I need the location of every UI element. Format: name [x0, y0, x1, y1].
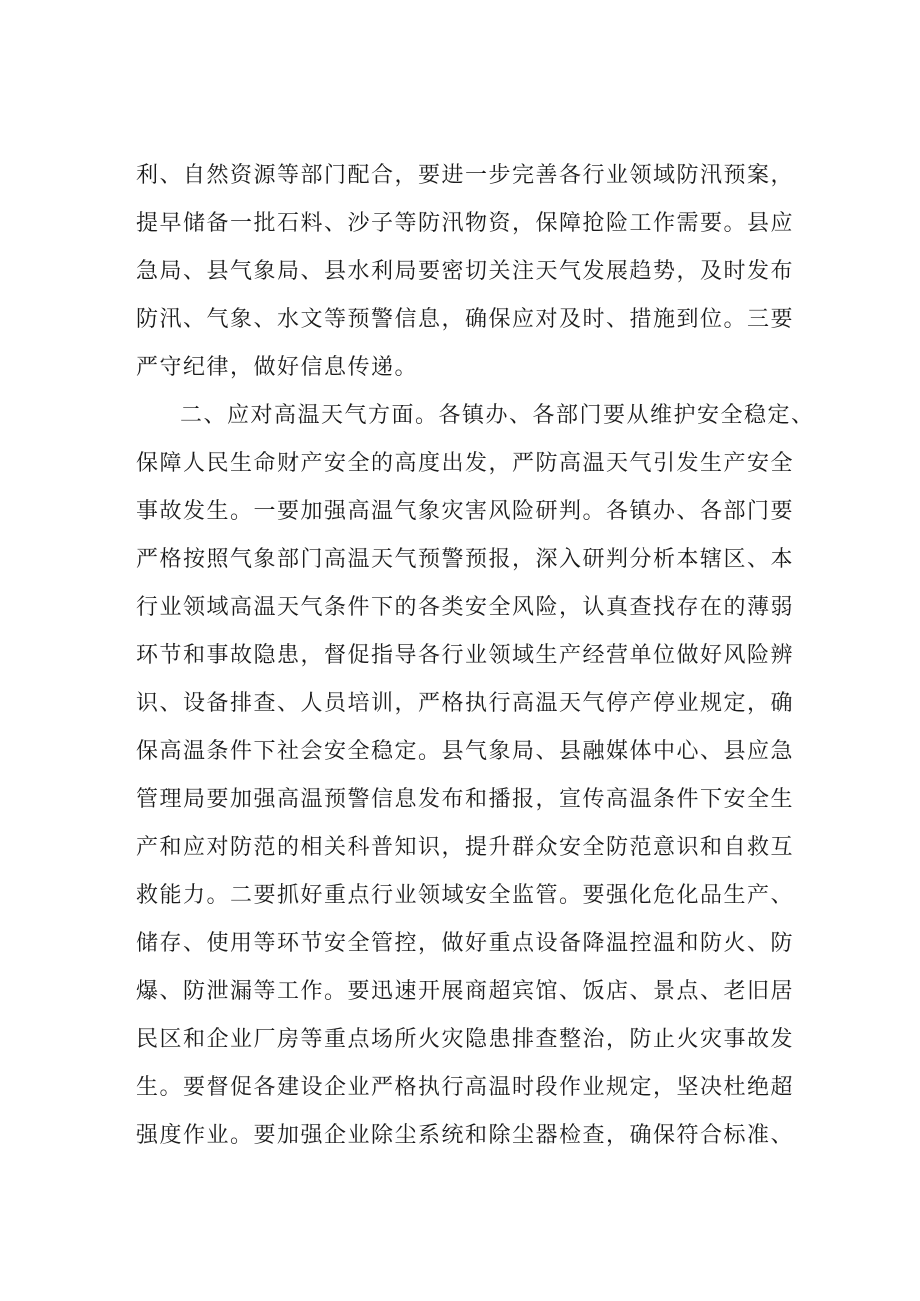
paragraph-start-line: 二、应对高温天气方面。各镇办、各部门要从维护安全稳定、	[180, 403, 815, 428]
text-line: 急局、县气象局、县水利局要密切关注天气发展趋势，及时发布	[136, 259, 795, 284]
text-line: 储存、使用等环节安全管控，做好重点设备降温控温和防火、防	[136, 931, 795, 956]
text-line: 生。要督促各建设企业严格执行高温时段作业规定，坚决杜绝超	[136, 1075, 795, 1100]
text-line: 行业领域高温天气条件下的各类安全风险，认真查找存在的薄弱	[136, 595, 795, 620]
text-line: 事故发生。一要加强高温气象灾害风险研判。各镇办、各部门要	[136, 499, 795, 524]
text-line: 利、自然资源等部门配合，要进一步完善各行业领域防汛预案，	[136, 163, 795, 188]
text-line: 产和应对防范的相关科普知识，提升群众安全防范意识和自救互	[136, 835, 795, 860]
document-body	[136, 152, 815, 1160]
text-line: 民区和企业厂房等重点场所火灾隐患排查整治，防止火灾事故发	[136, 1027, 795, 1052]
text-line: 防汛、气象、水文等预警信息，确保应对及时、措施到位。三要	[136, 307, 795, 332]
text-line: 爆、防泄漏等工作。要迅速开展商超宾馆、饭店、景点、老旧居	[136, 979, 795, 1004]
text-line: 严格按照气象部门高温天气预警预报，深入研判分析本辖区、本	[136, 547, 795, 572]
text-line: 严守纪律，做好信息传递。	[136, 355, 419, 380]
text-line: 保高温条件下社会安全稳定。县气象局、县融媒体中心、县应急	[136, 739, 795, 764]
text-line: 识、设备排查、人员培训，严格执行高温天气停产停业规定，确	[136, 691, 795, 716]
text-line: 管理局要加强高温预警信息发布和播报，宣传高温条件下安全生	[136, 787, 795, 812]
text-line: 提早储备一批石料、沙子等防汛物资，保障抢险工作需要。县应	[136, 211, 795, 236]
text-line: 强度作业。要加强企业除尘系统和除尘器检查，确保符合标准、	[136, 1123, 795, 1148]
text-line: 救能力。二要抓好重点行业领域安全监管。要强化危化品生产、	[136, 883, 795, 908]
text-line: 环节和事故隐患，督促指导各行业领域生产经营单位做好风险辨	[136, 643, 795, 668]
text-line: 保障人民生命财产安全的高度出发，严防高温天气引发生产安全	[136, 451, 795, 476]
